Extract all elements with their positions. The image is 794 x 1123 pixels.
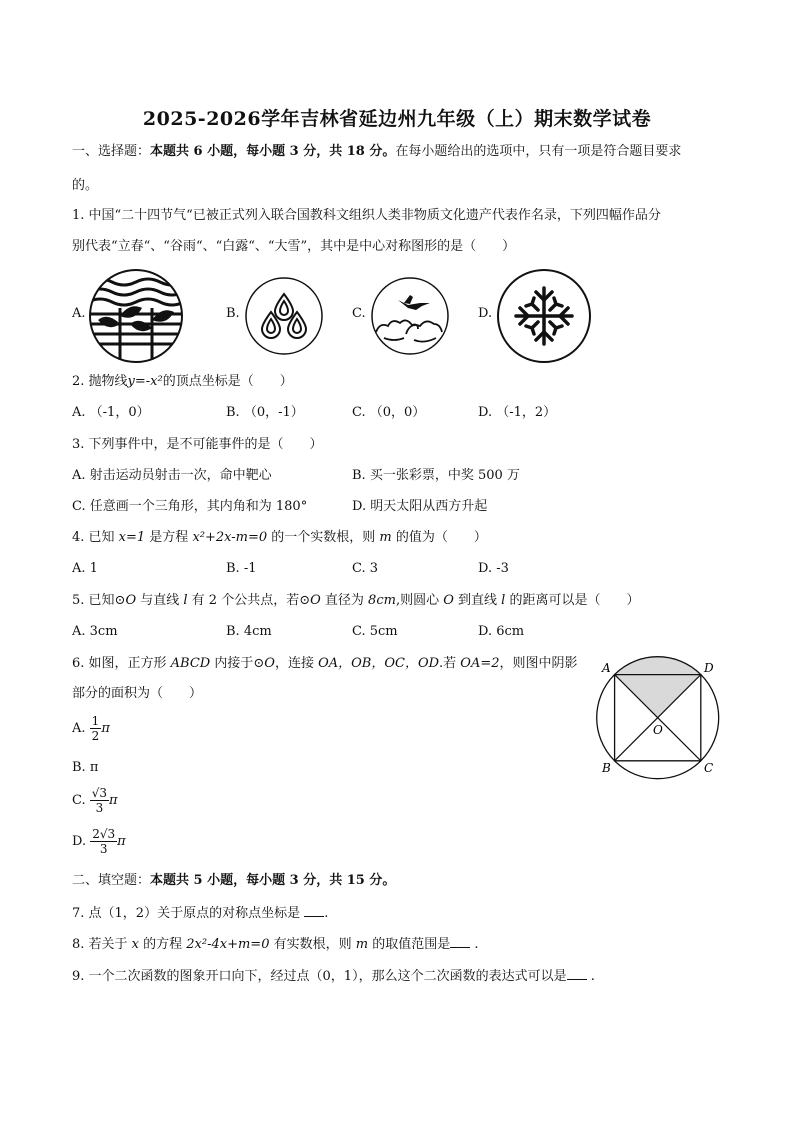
q2-option-d: D. （-1，2）: [478, 405, 557, 420]
q8-part: 的取值范围是: [368, 937, 451, 952]
shaded-segment: [615, 657, 701, 675]
q5-option-c: C. 5cm: [352, 624, 398, 639]
q6-option-a-fraction: [90, 714, 102, 743]
q6-stem-part: ，则图中阴影: [499, 656, 578, 671]
q5-var: l: [501, 593, 506, 608]
q2-stem-prefix: 2. 抛物线: [72, 374, 128, 389]
q5-option-d: D. 6cm: [478, 624, 525, 639]
q6-var: ABCD: [170, 656, 211, 671]
q7-end: .: [324, 906, 329, 921]
section2-prefix: 二、填空题：: [72, 873, 151, 888]
q7-answer-blank[interactable]: [304, 904, 324, 917]
vertex-label-a: A: [602, 661, 611, 675]
q6-option-c-fraction: [90, 786, 109, 815]
q4-stem-part: 4. 已知: [72, 530, 119, 545]
vertex-label-b: B: [602, 761, 611, 775]
pi-symbol: π: [101, 721, 110, 736]
q5-var: O: [125, 593, 137, 608]
q6-option-a-label: A.: [72, 721, 86, 736]
q6-stem-line2: 部分的面积为（ ）: [72, 686, 203, 701]
section1-prefix: 一、选择题：: [72, 144, 151, 159]
q4-stem: [72, 529, 487, 547]
q1-option-c-label: C.: [352, 306, 366, 321]
q6-option-d: [72, 827, 126, 856]
q7-text: 7. 点（1，2）关于原点的对称点坐标是: [72, 906, 301, 921]
q1-option-d-label: D.: [478, 306, 493, 321]
fraction-numerator: 2√3: [92, 827, 116, 841]
q9-end: .: [590, 969, 595, 984]
snowflake-icon: [496, 268, 592, 368]
q8-part: 有实数根，则: [269, 937, 356, 952]
q6-var: OA，OB，OC，OD: [318, 656, 440, 671]
section2-header: [72, 872, 395, 890]
q4-option-d: D. -3: [478, 561, 509, 576]
q6-option-b: B. π: [72, 760, 99, 775]
q8-end: .: [474, 937, 479, 952]
q4-variable: m: [379, 530, 392, 545]
q9-stem: [72, 967, 595, 986]
fraction-denominator: 2: [91, 729, 100, 743]
q6-stem-part: 内接于⊙: [210, 656, 265, 671]
q2-option-a: A. （-1，0）: [72, 405, 150, 420]
q6-option-a: [72, 714, 110, 743]
q1-stem-line2: 别代表“立春“、“谷雨“、“白露“、“大雪”，其中是中心对称图形的是（ ）: [72, 239, 516, 254]
q1-option-a-label: A.: [72, 306, 86, 321]
q8-answer-blank[interactable]: [450, 935, 470, 948]
pi-symbol: π: [109, 793, 118, 808]
q9-answer-blank[interactable]: [567, 967, 587, 980]
q8-equation: 2x²-4x+m=0: [186, 937, 270, 952]
q3-stem: 3. 下列事件中，是不可能事件的是（ ）: [72, 437, 323, 452]
q6-stem-part: .若: [439, 656, 461, 671]
fraction-numerator: √3: [91, 786, 108, 800]
q5-stem-part: 直径为: [320, 593, 369, 608]
q7-stem: [72, 904, 328, 923]
section1-instructions: 在每小题给出的选项中，只有一项是符合题目要求: [395, 144, 682, 159]
q4-option-c: C. 3: [352, 561, 379, 576]
q4-stem-part: 的值为（ ）: [391, 530, 487, 545]
q6-stem-part: ，连接: [274, 656, 319, 671]
q4-stem-part: 的一个实数根，则: [267, 530, 380, 545]
q1-option-b-label: B.: [226, 306, 240, 321]
q4-option-b: B. -1: [226, 561, 257, 576]
q1-stem-line1: 1. 中国“二十四节气“已被正式列入联合国教科文组织人类非物质文化遗产代表作名录，下列四幅作品分: [72, 208, 661, 223]
q5-stem-part: 5. 已知⊙: [72, 593, 126, 608]
q5-stem: [72, 592, 639, 610]
q4-stem-part: 是方程: [145, 530, 193, 545]
q6-option-c: [72, 786, 118, 815]
section2-scoring: 本题共 5 小题，每小题 3 分，共 15 分。: [150, 873, 396, 888]
pi-symbol: π: [117, 834, 126, 849]
q2-option-b: B. （0，-1）: [226, 405, 304, 420]
q6-option-d-label: D.: [72, 834, 87, 849]
vertex-label-d: D: [704, 661, 714, 675]
q8-part: 8. 若关于: [72, 937, 132, 952]
q5-var: 8cm: [368, 593, 396, 608]
q3-option-b: B. 买一张彩票，中奖 500 万: [352, 468, 520, 483]
section1-scoring: 本题共 6 小题，每小题 3 分，共 18 分。: [150, 144, 396, 159]
section1-header: [72, 143, 681, 161]
q6-var: OA=2: [460, 656, 500, 671]
q8-var: x: [131, 937, 140, 952]
fraction-denominator: 3: [99, 842, 108, 856]
q2-equation: y=-x²: [127, 374, 163, 389]
q3-option-d: D. 明天太阳从西方升起: [352, 499, 488, 514]
q5-var: l: [183, 593, 188, 608]
q2-stem-suffix: 的顶点坐标是（ ）: [162, 374, 293, 389]
q5-var: O: [443, 593, 454, 608]
q5-option-b: B. 4cm: [226, 624, 272, 639]
q5-stem-part: 与直线: [136, 593, 184, 608]
grain-rain-drops-icon: [244, 276, 324, 360]
q5-var: O: [310, 593, 321, 608]
q5-stem-part: 到直线: [453, 593, 502, 608]
fraction-denominator: 3: [95, 801, 104, 815]
q4-option-a: A. 1: [72, 561, 98, 576]
q6-option-d-fraction: [90, 827, 117, 856]
q5-stem-part: 的距离可以是（ ）: [505, 593, 640, 608]
q8-part: 的方程: [139, 937, 187, 952]
fraction-numerator: 1: [91, 714, 100, 728]
q4-equation: x²+2x-m=0: [192, 530, 268, 545]
vertex-label-c: C: [704, 761, 714, 775]
q3-option-a: A. 射击运动员射击一次，命中靶心: [72, 468, 272, 483]
q9-text: 9. 一个二次函数的图象开口向下，经过点（0，1），那么这个二次函数的表达式可以是: [72, 969, 567, 984]
q2-option-c: C. （0，0）: [352, 405, 426, 420]
q5-stem-part: ,则圆心: [395, 593, 444, 608]
q3-option-c: C. 任意画一个三角形，其内角和为 180°: [72, 499, 308, 514]
page-title: 2025-2026学年吉林省延边州九年级（上）期末数学试卷: [142, 108, 652, 130]
spring-solar-term-icon: [88, 268, 184, 368]
q6-circle-square-figure: [592, 656, 732, 784]
q6-stem-line1: [72, 655, 578, 673]
shaded-triangle: [615, 675, 701, 718]
q4-root: x=1: [118, 530, 146, 545]
section1-header-cont: 的。: [72, 178, 99, 193]
q8-stem: [72, 935, 479, 954]
q5-option-a: A. 3cm: [72, 624, 118, 639]
q5-stem-part: 有 2 个公共点，若⊙: [187, 593, 311, 608]
q2-stem: [72, 373, 293, 391]
white-dew-bird-cloud-icon: [370, 276, 450, 360]
center-label-o: O: [653, 723, 663, 737]
q6-option-c-label: C.: [72, 793, 86, 808]
q8-var: m: [355, 937, 369, 952]
q6-var: O: [264, 656, 275, 671]
q6-stem-part: 6. 如图，正方形: [72, 656, 171, 671]
